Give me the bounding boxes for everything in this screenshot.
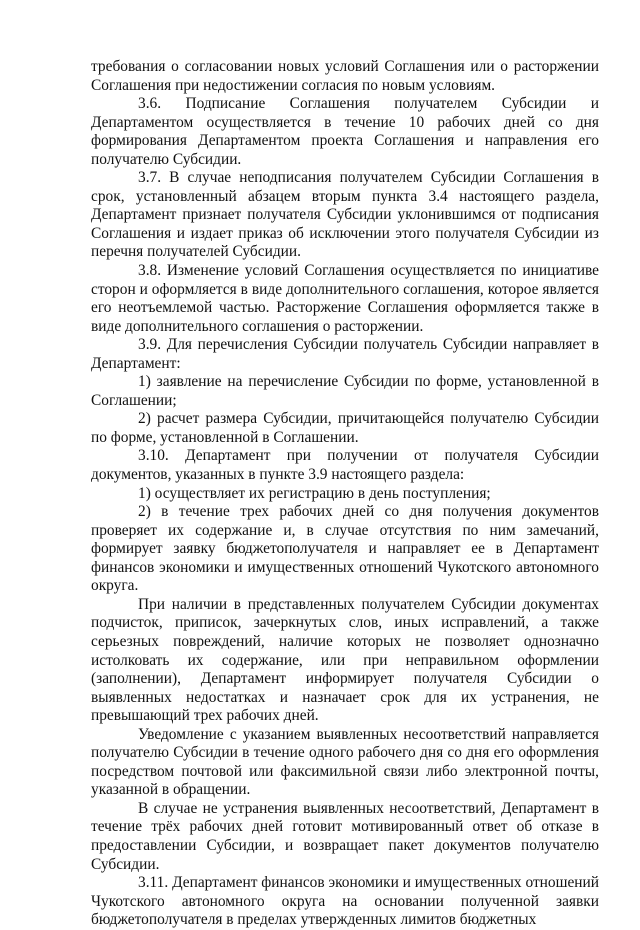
paragraph-3-10-item-2: 2) в течение трех рабочих дней со дня получения документов проверяет их содержание и, в случае отсутствия по ним замечаний, формирует заявку бюджетополучателя и направляет ее в Департамент финансов экономики и имущественных отношений Чукотского автономного округа.: [91, 503, 599, 595]
paragraph-3-8: 3.8. Изменение условий Соглашения осуществляется по инициативе сторон и оформляется в виде дополнительного соглашения, которое является его неотъемлемой частью. Расторжение Соглашения оформляется также в виде дополнительного соглашения о расторжении.: [91, 262, 599, 335]
document-page: [91, 58, 599, 930]
paragraph-3-11: 3.11. Департамент финансов экономики и имущественных отношений Чукотского автономного округа на основании полученной заявки бюджетополучателя в пределах утвержденных лимитов бюджетных: [91, 874, 599, 929]
paragraph-3-9-item-1: 1) заявление на перечисление Субсидии по форме, установленной в Соглашении;: [91, 373, 599, 409]
paragraph-3-9-item-2: 2) расчет размера Субсидии, причитающейся получателю Субсидии по форме, установленной в Соглашении.: [91, 410, 599, 446]
paragraph-3-7: 3.7. В случае неподписания получателем Субсидии Соглашения в срок, установленный абзацем вторым пункта 3.4 настоящего раздела, Департамент признает получателя Субсидии уклонившимся от подписания Соглашения и издает приказ об исключении этого получателя Субсидии из перечня получателей Субсидии.: [91, 169, 599, 261]
paragraph-3-10: 3.10. Департамент при получении от получателя Субсидии документов, указанных в пункте 3.9 настоящего раздела:: [91, 447, 599, 484]
paragraph-3-10-item-1: 1) осуществляет их регистрацию в день поступления;: [138, 484, 491, 502]
paragraph-3-9: 3.9. Для перечисления Субсидии получатель Субсидии направляет в Департамент:: [91, 336, 599, 372]
paragraph-notification: Уведомление с указанием выявленных несоответствий направляется получателю Субсидии в течение одного рабочего дня со дня его оформления посредством почтовой или факсимильной связи либо электронной почты, указанной в обращении.: [91, 725, 599, 799]
paragraph-refusal: В случае не устранения выявленных несоответствий, Департамент в течение трёх рабочих дней готовит мотивированный ответ об отказе в предоставлении Субсидии, и возвращает пакет документов получателю Субсидии.: [91, 799, 599, 873]
paragraph-continuation: требования о согласовании новых условий Соглашения или о расторжении Соглашения при недостижении согласия по новым условиям.: [91, 58, 599, 94]
paragraph-deficiencies: При наличии в представленных получателем Субсидии документах подчисток, приписок, зачеркнутых слов, иных исправлений, а также серьезных повреждений, наличие которых не позволяет однозначно истолковать их содержание, или при неправильном оформлении (заполнении), Департамент информирует получателя Субсидии о выявленных недостатках и назначает срок для их устранения, не превышающий трех рабочих дней.: [91, 595, 599, 725]
paragraph-3-6: 3.6. Подписание Соглашения получателем Субсидии и Департаментом осуществляется в течение 10 рабочих дней со дня формирования Департаментом проекта Соглашения и направления его получателю Субсидии.: [91, 95, 599, 168]
